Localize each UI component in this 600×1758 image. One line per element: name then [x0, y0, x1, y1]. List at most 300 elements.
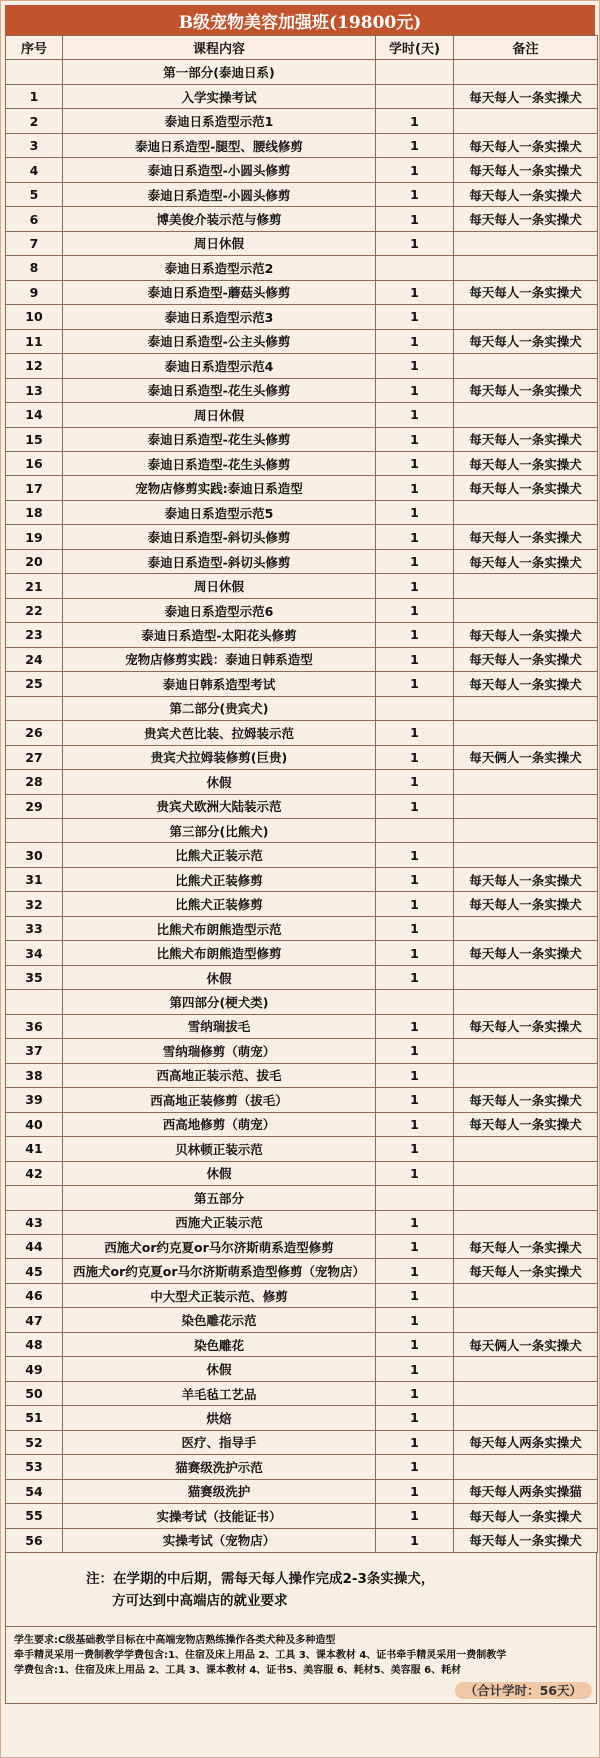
cell-content: 西高地正装修剪（拔毛）: [63, 1088, 376, 1112]
cell-note: [454, 305, 598, 329]
cell-no: 26: [6, 721, 63, 745]
cell-content: 休假: [63, 1357, 376, 1381]
section-row: [6, 990, 598, 1014]
table-row: [6, 965, 598, 989]
cell-days: 1: [376, 1504, 454, 1528]
table-row: [6, 916, 598, 940]
cell-content: 泰迪日系造型示范1: [63, 109, 376, 133]
table-row: [6, 721, 598, 745]
cell-note: [454, 794, 598, 818]
cell-days: 1: [376, 623, 454, 647]
cell-note: 每天每人一条实操犬: [454, 476, 598, 500]
notice-line-1: 注：在学期的中后期，需每天每人操作完成2-3条实操犬，: [86, 1570, 435, 1587]
cell-note: [454, 403, 598, 427]
requirements-line-1: 学生要求:C级基础教学目标在中高端宠物店熟练操作各类犬种及多种造型: [14, 1635, 336, 1647]
cell-content: 入学实操考试: [63, 84, 376, 108]
page-title: [5, 5, 595, 35]
cell-content: 泰迪日系造型-小圆头修剪: [63, 182, 376, 206]
cell-no: 38: [6, 1063, 63, 1087]
cell-days: 1: [376, 1161, 454, 1185]
cell-days: 1: [376, 892, 454, 916]
cell-content: 泰迪日系造型-蘑菇头修剪: [63, 280, 376, 304]
page-title-text: B级宠物美容加强班(19800元): [178, 12, 422, 33]
cell-content: 第五部分: [63, 1186, 376, 1210]
cell-no: 21: [6, 574, 63, 598]
cell-days: 1: [376, 182, 454, 206]
table-row: [6, 1381, 598, 1405]
table-row: [6, 1014, 598, 1038]
section-row: [6, 60, 598, 84]
cell-note: [454, 990, 598, 1014]
cell-note: [454, 1186, 598, 1210]
cell-note: 每天每人一条实操犬: [454, 525, 598, 549]
cell-days: 1: [376, 305, 454, 329]
table-row: [6, 647, 598, 671]
cell-no: 45: [6, 1259, 63, 1283]
cell-note: [454, 843, 598, 867]
table-row: [6, 305, 598, 329]
cell-days: 1: [376, 1528, 454, 1552]
cell-content: 羊毛毡工艺品: [63, 1381, 376, 1405]
table-row: [6, 843, 598, 867]
cell-days: 1: [376, 1210, 454, 1234]
cell-content: 雪纳瑞拔毛: [63, 1014, 376, 1038]
course-table: [5, 35, 598, 1553]
cell-content: 周日休假: [63, 231, 376, 255]
cell-content: 贵宾犬芭比装、拉姆装示范: [63, 721, 376, 745]
header-no: 序号: [6, 36, 63, 60]
cell-days: 1: [376, 476, 454, 500]
cell-days: 1: [376, 1381, 454, 1405]
cell-no: 31: [6, 867, 63, 891]
cell-note: [454, 1381, 598, 1405]
cell-days: 1: [376, 427, 454, 451]
cell-no: 4: [6, 158, 63, 182]
requirements-line-3: 学费包含:1、住宿及床上用品 2、工具 3、课本教材 4、证书5、美容服 6、耗材5、美容服 6、耗材: [14, 1665, 462, 1677]
table-row: [6, 109, 598, 133]
cell-no: [6, 819, 63, 843]
cell-days: 1: [376, 770, 454, 794]
table-row: [6, 354, 598, 378]
cell-days: 1: [376, 451, 454, 475]
cell-days: 1: [376, 598, 454, 622]
cell-days: 1: [376, 109, 454, 133]
cell-no: 11: [6, 329, 63, 353]
cell-no: 22: [6, 598, 63, 622]
cell-days: [376, 84, 454, 108]
cell-note: [454, 770, 598, 794]
table-row: [6, 549, 598, 573]
cell-note: [454, 1406, 598, 1430]
table-row: [6, 500, 598, 524]
cell-no: 44: [6, 1234, 63, 1258]
cell-content: 泰迪日系造型示范6: [63, 598, 376, 622]
table-row: [6, 672, 598, 696]
cell-no: 42: [6, 1161, 63, 1185]
cell-days: 1: [376, 329, 454, 353]
cell-no: 54: [6, 1479, 63, 1503]
table-row: [6, 329, 598, 353]
table-row: [6, 476, 598, 500]
cell-note: [454, 696, 598, 720]
table-row: [6, 451, 598, 475]
table-row: [6, 280, 598, 304]
total-badge: （合计学时：56天）: [455, 1682, 592, 1699]
cell-days: [376, 696, 454, 720]
cell-days: [376, 990, 454, 1014]
cell-note: [454, 1357, 598, 1381]
section-row: [6, 1186, 598, 1210]
cell-note: [454, 1210, 598, 1234]
cell-content: 泰迪日系造型-太阳花头修剪: [63, 623, 376, 647]
cell-no: 53: [6, 1455, 63, 1479]
cell-note: 每天每人一条实操犬: [454, 672, 598, 696]
cell-days: 1: [376, 1479, 454, 1503]
cell-days: 1: [376, 1137, 454, 1161]
cell-no: 27: [6, 745, 63, 769]
cell-no: 12: [6, 354, 63, 378]
cell-note: 每天俩人一条实操犬: [454, 1332, 598, 1356]
table-row: [6, 84, 598, 108]
cell-content: 博美俊介装示范与修剪: [63, 207, 376, 231]
cell-note: 每天每人一条实操犬: [454, 867, 598, 891]
cell-content: 医疗、指导手: [63, 1430, 376, 1454]
cell-content: 第四部分(梗犬类): [63, 990, 376, 1014]
cell-content: 比熊犬正装修剪: [63, 892, 376, 916]
cell-note: [454, 916, 598, 940]
cell-content: 周日休假: [63, 403, 376, 427]
table-row: [6, 133, 598, 157]
cell-no: 6: [6, 207, 63, 231]
header-note: 备注: [454, 36, 598, 60]
cell-note: [454, 231, 598, 255]
cell-no: [6, 1186, 63, 1210]
cell-content: 泰迪日韩系造型考试: [63, 672, 376, 696]
cell-no: 28: [6, 770, 63, 794]
cell-days: 1: [376, 745, 454, 769]
cell-no: 48: [6, 1332, 63, 1356]
cell-no: 14: [6, 403, 63, 427]
cell-note: 每天每人一条实操犬: [454, 941, 598, 965]
table-row: [6, 1504, 598, 1528]
cell-days: 1: [376, 1063, 454, 1087]
cell-note: [454, 1039, 598, 1063]
table-row: [6, 158, 598, 182]
cell-note: [454, 1308, 598, 1332]
table-row: [6, 231, 598, 255]
cell-no: 30: [6, 843, 63, 867]
cell-no: 25: [6, 672, 63, 696]
cell-no: 23: [6, 623, 63, 647]
cell-content: 宠物店修剪实践：泰迪日韩系造型: [63, 647, 376, 671]
cell-content: 烘焙: [63, 1406, 376, 1430]
cell-content: 染色雕花: [63, 1332, 376, 1356]
table-row: [6, 1332, 598, 1356]
cell-days: 1: [376, 843, 454, 867]
cell-content: 猫赛级洗护示范: [63, 1455, 376, 1479]
cell-no: 9: [6, 280, 63, 304]
cell-note: [454, 598, 598, 622]
table-row: [6, 1430, 598, 1454]
cell-content: 泰迪日系造型示范4: [63, 354, 376, 378]
cell-no: 13: [6, 378, 63, 402]
cell-no: 35: [6, 965, 63, 989]
cell-note: 每天每人一条实操犬: [454, 1112, 598, 1136]
cell-note: [454, 256, 598, 280]
cell-days: [376, 819, 454, 843]
cell-days: 1: [376, 916, 454, 940]
cell-days: 1: [376, 574, 454, 598]
cell-no: 20: [6, 549, 63, 573]
cell-days: 1: [376, 1039, 454, 1063]
cell-note: [454, 60, 598, 84]
requirements-box: [5, 1627, 597, 1704]
table-row: [6, 1283, 598, 1307]
cell-note: [454, 1137, 598, 1161]
cell-days: 1: [376, 231, 454, 255]
cell-content: 休假: [63, 770, 376, 794]
table-row: [6, 182, 598, 206]
cell-days: 1: [376, 1014, 454, 1038]
table-row: [6, 867, 598, 891]
cell-note: [454, 1283, 598, 1307]
cell-no: 37: [6, 1039, 63, 1063]
cell-days: 1: [376, 549, 454, 573]
cell-content: 比熊犬布朗熊造型示范: [63, 916, 376, 940]
cell-note: 每天每人一条实操犬: [454, 1234, 598, 1258]
cell-content: 泰迪日系造型示范5: [63, 500, 376, 524]
cell-no: 39: [6, 1088, 63, 1112]
cell-note: 每天每人一条实操犬: [454, 378, 598, 402]
cell-days: 1: [376, 1308, 454, 1332]
table-row: [6, 892, 598, 916]
table-row: [6, 598, 598, 622]
cell-no: 32: [6, 892, 63, 916]
cell-no: 18: [6, 500, 63, 524]
cell-days: 1: [376, 1332, 454, 1356]
cell-note: 每天每人一条实操犬: [454, 647, 598, 671]
cell-content: 贝林顿正装示范: [63, 1137, 376, 1161]
cell-no: 2: [6, 109, 63, 133]
cell-no: 36: [6, 1014, 63, 1038]
cell-days: 1: [376, 1357, 454, 1381]
table-row: [6, 525, 598, 549]
table-row: [6, 574, 598, 598]
cell-content: 休假: [63, 1161, 376, 1185]
cell-content: 中大型犬正装示范、修剪: [63, 1283, 376, 1307]
cell-content: 泰迪日系造型-斜切头修剪: [63, 549, 376, 573]
cell-note: 每天每人一条实操犬: [454, 1014, 598, 1038]
cell-note: [454, 819, 598, 843]
cell-days: 1: [376, 672, 454, 696]
cell-content: 泰迪日系造型-斜切头修剪: [63, 525, 376, 549]
cell-days: 1: [376, 1406, 454, 1430]
cell-days: 1: [376, 721, 454, 745]
table-row: [6, 1308, 598, 1332]
cell-content: 第三部分(比熊犬): [63, 819, 376, 843]
cell-note: 每天每人一条实操犬: [454, 427, 598, 451]
cell-note: 每天每人一条实操犬: [454, 1259, 598, 1283]
table-row: [6, 1112, 598, 1136]
cell-content: 泰迪日系造型-花生头修剪: [63, 427, 376, 451]
cell-no: 43: [6, 1210, 63, 1234]
table-row: [6, 941, 598, 965]
cell-content: 贵宾犬欧洲大陆装示范: [63, 794, 376, 818]
table-row: [6, 1039, 598, 1063]
table-row: [6, 1479, 598, 1503]
cell-days: 1: [376, 133, 454, 157]
table-row: [6, 745, 598, 769]
cell-no: 5: [6, 182, 63, 206]
cell-days: 1: [376, 1259, 454, 1283]
cell-no: 41: [6, 1137, 63, 1161]
cell-content: 泰迪日系造型示范2: [63, 256, 376, 280]
table-row: [6, 1406, 598, 1430]
total-row: [14, 1682, 592, 1699]
cell-no: [6, 696, 63, 720]
cell-content: 泰迪日系造型-花生头修剪: [63, 451, 376, 475]
cell-content: 西高地修剪（萌宠）: [63, 1112, 376, 1136]
cell-days: 1: [376, 965, 454, 989]
cell-content: 比熊犬正装示范: [63, 843, 376, 867]
cell-no: 1: [6, 84, 63, 108]
section-row: [6, 696, 598, 720]
cell-note: 每天每人两条实操犬: [454, 1430, 598, 1454]
table-row: [6, 1259, 598, 1283]
cell-days: 1: [376, 941, 454, 965]
requirements-line-2: 牵手精灵采用一费制教学学费包含:1、住宿及床上用品 2、工具 3、课本教材 4、证书牵手精灵采用一费制教学: [14, 1650, 507, 1662]
cell-no: 46: [6, 1283, 63, 1307]
cell-content: 休假: [63, 965, 376, 989]
table-row: [6, 1210, 598, 1234]
cell-content: 西施犬or约克夏or马尔济斯萌系造型修剪: [63, 1234, 376, 1258]
cell-days: 1: [376, 280, 454, 304]
cell-note: 每天每人一条实操犬: [454, 280, 598, 304]
cell-note: [454, 1063, 598, 1087]
cell-note: 每天俩人一条实操犬: [454, 745, 598, 769]
table-row: [6, 623, 598, 647]
cell-content: 第一部分(泰迪日系): [63, 60, 376, 84]
cell-note: 每天每人两条实操猫: [454, 1479, 598, 1503]
cell-no: 29: [6, 794, 63, 818]
notice-line-2: 方可达到中高端店的就业要求: [112, 1592, 288, 1609]
cell-note: 每天每人一条实操犬: [454, 549, 598, 573]
cell-note: [454, 965, 598, 989]
cell-content: 贵宾犬拉姆装修剪(巨贵): [63, 745, 376, 769]
cell-note: 每天每人一条实操犬: [454, 133, 598, 157]
cell-days: 1: [376, 1283, 454, 1307]
cell-content: 雪纳瑞修剪（萌宠）: [63, 1039, 376, 1063]
cell-content: 周日休假: [63, 574, 376, 598]
cell-content: 泰迪日系造型-花生头修剪: [63, 378, 376, 402]
cell-days: 1: [376, 207, 454, 231]
cell-content: 泰迪日系造型-公主头修剪: [63, 329, 376, 353]
cell-days: 1: [376, 525, 454, 549]
cell-note: 每天每人一条实操犬: [454, 1504, 598, 1528]
cell-no: [6, 60, 63, 84]
cell-no: [6, 990, 63, 1014]
table-header-row: [6, 36, 598, 60]
cell-no: 10: [6, 305, 63, 329]
cell-note: 每天每人一条实操犬: [454, 158, 598, 182]
cell-no: 51: [6, 1406, 63, 1430]
cell-no: 40: [6, 1112, 63, 1136]
cell-note: 每天每人一条实操犬: [454, 207, 598, 231]
cell-content: 比熊犬布朗熊造型修剪: [63, 941, 376, 965]
cell-days: 1: [376, 794, 454, 818]
table-row: [6, 403, 598, 427]
cell-content: 染色雕花示范: [63, 1308, 376, 1332]
cell-note: [454, 1455, 598, 1479]
cell-no: 19: [6, 525, 63, 549]
header-days: 学时(天): [376, 36, 454, 60]
cell-no: 7: [6, 231, 63, 255]
cell-note: 每天每人一条实操犬: [454, 84, 598, 108]
cell-content: 实操考试（技能证书）: [63, 1504, 376, 1528]
cell-note: 每天每人一条实操犬: [454, 1088, 598, 1112]
cell-days: 1: [376, 1430, 454, 1454]
cell-content: 泰迪日系造型-小圆头修剪: [63, 158, 376, 182]
notice-box: [5, 1553, 597, 1627]
cell-days: 1: [376, 378, 454, 402]
table-row: [6, 1063, 598, 1087]
cell-days: [376, 60, 454, 84]
cell-no: 8: [6, 256, 63, 280]
cell-days: 1: [376, 867, 454, 891]
table-row: [6, 378, 598, 402]
cell-no: 55: [6, 1504, 63, 1528]
cell-days: 1: [376, 1234, 454, 1258]
cell-content: 西高地正装示范、拔毛: [63, 1063, 376, 1087]
cell-days: 1: [376, 403, 454, 427]
cell-content: 宠物店修剪实践:泰迪日系造型: [63, 476, 376, 500]
table-row: [6, 794, 598, 818]
cell-note: [454, 721, 598, 745]
table-row: [6, 1137, 598, 1161]
table-row: [6, 1455, 598, 1479]
cell-days: 1: [376, 500, 454, 524]
cell-no: 24: [6, 647, 63, 671]
table-row: [6, 770, 598, 794]
cell-content: 第二部分(贵宾犬): [63, 696, 376, 720]
cell-no: 15: [6, 427, 63, 451]
cell-no: 50: [6, 1381, 63, 1405]
cell-no: 33: [6, 916, 63, 940]
cell-no: 52: [6, 1430, 63, 1454]
table-row: [6, 1234, 598, 1258]
cell-days: [376, 256, 454, 280]
cell-note: 每天每人一条实操犬: [454, 623, 598, 647]
cell-content: 西施犬or约克夏or马尔济斯萌系造型修剪（宠物店）: [63, 1259, 376, 1283]
cell-content: 泰迪日系造型示范3: [63, 305, 376, 329]
cell-note: 每天每人一条实操犬: [454, 892, 598, 916]
cell-note: 每天每人一条实操犬: [454, 451, 598, 475]
header-content: 课程内容: [63, 36, 376, 60]
cell-no: 47: [6, 1308, 63, 1332]
cell-content: 比熊犬正装修剪: [63, 867, 376, 891]
course-table-body: [6, 60, 598, 1553]
cell-note: 每天每人一条实操犬: [454, 329, 598, 353]
cell-days: 1: [376, 1088, 454, 1112]
cell-content: 西施犬正装示范: [63, 1210, 376, 1234]
table-row: [6, 256, 598, 280]
table-row: [6, 1357, 598, 1381]
cell-days: 1: [376, 1455, 454, 1479]
cell-note: [454, 574, 598, 598]
cell-note: [454, 109, 598, 133]
cell-no: 34: [6, 941, 63, 965]
cell-days: 1: [376, 647, 454, 671]
